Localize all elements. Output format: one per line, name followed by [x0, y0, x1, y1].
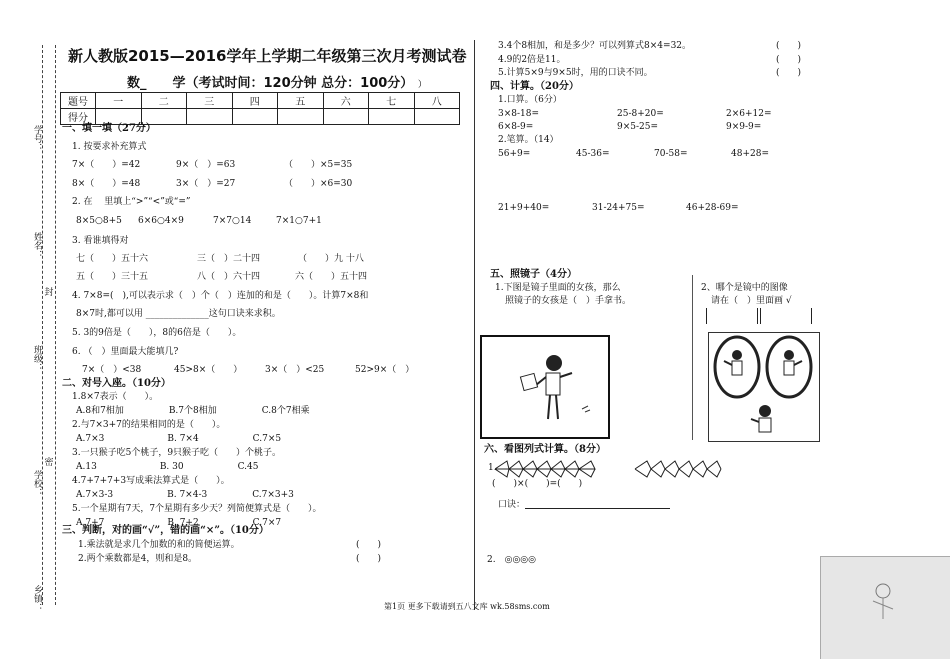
- stars-illustration: [495, 458, 745, 480]
- q6-item: 3×（ ）<25: [265, 365, 325, 375]
- q1-item: 3×（ ）=27: [176, 179, 236, 189]
- question-2: 2. 在 里填上“>”“<”或“=”: [72, 197, 191, 207]
- column-divider: [474, 40, 475, 610]
- score-header-cell: 一: [96, 93, 142, 109]
- judge-bracket[interactable]: ( ): [776, 55, 802, 65]
- oral-calc-label: 1.口算。（6分）: [498, 95, 562, 105]
- binding-label-student-id: 学号：: [32, 125, 42, 152]
- s2-line: 2.与7×3+7的结果相同的是（ ）。: [72, 420, 226, 430]
- subtitle-tail: ）: [417, 80, 427, 90]
- q3-item: （ ）九 十八: [298, 254, 364, 264]
- page-footer: 第1页 更多下载请到五八文库 wk.58sms.com: [384, 602, 550, 611]
- oral-item: 9×5-25=: [617, 122, 659, 132]
- score-header-cell: 二: [141, 93, 187, 109]
- written-item: 46+28-69=: [686, 203, 739, 213]
- score-cell[interactable]: [414, 109, 460, 125]
- judge-bracket[interactable]: ( ): [356, 540, 382, 550]
- section-1-heading: 一、填一填（27分）: [62, 123, 156, 134]
- s2-line: 5.一个星期有7天，7个星期有多少天？列简便算式是（ ）。: [72, 504, 322, 514]
- mirror-answer-bracket-1[interactable]: [706, 308, 758, 324]
- q2-item: 7×7○14: [213, 216, 252, 226]
- written-item: 45-36=: [576, 149, 610, 159]
- q1-item: （ ）×5=35: [284, 160, 353, 170]
- thumbnail-image: [820, 556, 950, 659]
- s5-q1-line-1: 1.下图是镜子里面的女孩，那么: [495, 283, 621, 293]
- score-cell[interactable]: [369, 109, 415, 125]
- q1-item: 8×（ ）=48: [72, 179, 141, 189]
- binding-label-school: 学校：: [32, 470, 42, 497]
- s6-verse-line[interactable]: [525, 508, 670, 509]
- page-subtitle: [127, 72, 427, 91]
- oral-item: 3×8-18=: [498, 109, 540, 119]
- score-cell[interactable]: [232, 109, 278, 125]
- s2-line: 3.一只猴子吃5个桃子，9只猴子吃（ ）个桃子。: [72, 448, 282, 458]
- section-4-heading: 四、计算。（20分）: [490, 81, 579, 92]
- binding-line-outer: [42, 45, 43, 605]
- section-5-heading: 五、照镜子（4分）: [490, 269, 577, 280]
- q3-item: 三（ ）二十四: [197, 254, 261, 264]
- section-2-heading: 二、对号入座。（10分）: [62, 378, 171, 389]
- score-header-cell: 四: [232, 93, 278, 109]
- score-cell[interactable]: [278, 109, 324, 125]
- q3-item: 八（ ）六十四: [197, 272, 261, 282]
- question-4-line-1: 4. 7×8=( ),可以表示求（ ）个（ ）连加的和是（ ）。计算7×8和: [72, 291, 369, 301]
- section-6-heading: 六、看图列式计算。（8分）: [484, 444, 606, 455]
- judge-bracket[interactable]: ( ): [776, 68, 802, 78]
- subtitle-main: 数_ 学（考试时间：120分钟 总分：100分）: [127, 76, 414, 91]
- score-header-cell: 七: [369, 93, 415, 109]
- q1-item: 9×（ ）=63: [176, 160, 236, 170]
- score-header-cell: 三: [187, 93, 233, 109]
- question-3: 3. 看谁填得对: [72, 236, 129, 246]
- written-item: 31-24+75=: [592, 203, 645, 213]
- s3-line: 3.4个8相加，和是多少？可以列算式8×4=32。: [498, 41, 692, 51]
- q3-item: 七（ ）五十六: [76, 254, 149, 264]
- score-header-cell: 六: [323, 93, 369, 109]
- s2-line: A.7×3 B. 7×4 C.7×5: [76, 434, 282, 444]
- q3-item: 六（ ）五十四: [295, 272, 368, 282]
- s3-line: 4.9的2倍是11。: [498, 55, 566, 65]
- s5-q2-line-1: 2、哪个是镜中的图像: [701, 283, 788, 293]
- section-3-heading: 三、判断，对的画“√”，错的画“×”。（10分）: [62, 525, 269, 536]
- oral-item: 6×8-9=: [498, 122, 534, 132]
- score-header-cell: 八: [414, 93, 460, 109]
- thumbnail-sketch: [821, 557, 950, 659]
- girl-with-book-illustration: [482, 337, 608, 437]
- s6-verse-label: 口诀：: [498, 500, 526, 510]
- binding-label-town: 乡镇：: [32, 585, 42, 612]
- s3-line: 2.两个乘数都是4，则和是8。: [78, 554, 198, 564]
- written-item: 21+9+40=: [498, 203, 550, 213]
- score-table-header-row: [61, 93, 460, 109]
- score-table: [60, 92, 460, 125]
- mirror-images-panel: [708, 332, 820, 442]
- q6-item: 52>9×（ ）: [355, 365, 415, 375]
- s6-q1-label: 1.: [488, 463, 497, 473]
- s2-line: A.8和7相加 B.7个8相加 C.8个7相乘: [76, 406, 310, 416]
- question-6: 6. （ ）里面最大能填几?: [72, 347, 179, 357]
- q6-item: 45>8×（ ）: [174, 365, 243, 375]
- s3-line: 1.乘法就是求几个加数的和的简便运算。: [78, 540, 240, 550]
- question-5: 5. 3的9倍是（ ），8的6倍是（ ）。: [72, 328, 242, 338]
- binding-mark-secret: 密: [44, 458, 54, 468]
- q2-item: 6×6○4×9: [138, 216, 184, 226]
- score-row-label: 得分: [61, 109, 96, 125]
- s5-divider: [692, 275, 693, 440]
- s2-line: 1.8×7表示（ ）。: [72, 392, 159, 402]
- s6-q2: 2. ◎◎◎◎: [487, 555, 536, 565]
- judge-bracket[interactable]: ( ): [356, 554, 382, 564]
- s3-line: 5.计算5×9与9×5时，用的口诀不同。: [498, 68, 653, 78]
- q2-item: 8×5○8+5: [76, 216, 122, 226]
- s5-q1-line-2: 照镜子的女孩是（ ）手拿书。: [505, 296, 632, 306]
- written-item: 70-58=: [654, 149, 688, 159]
- s2-line: A.13 B. 30 C.45: [76, 462, 259, 472]
- mirror-images-illustration: [709, 333, 819, 441]
- q3-item: 五（ ）三十五: [76, 272, 149, 282]
- oral-item: 2×6+12=: [726, 109, 772, 119]
- binding-line-inner: [55, 45, 56, 605]
- score-header-cell: 五: [278, 93, 324, 109]
- oral-item: 25-8+20=: [617, 109, 664, 119]
- mirror-girl-frame: [480, 335, 610, 439]
- page-title: 新人教版2015—2016学年上学期二年级第三次月考测试卷: [68, 47, 467, 65]
- s5-q2-line-2: 请在（ ）里面画 √: [711, 296, 792, 306]
- binding-label-class: 班级：: [32, 345, 42, 372]
- q6-item: 7×（ ）<38: [82, 365, 142, 375]
- binding-label-name: 姓名：: [32, 232, 42, 259]
- score-cell[interactable]: [323, 109, 369, 125]
- oral-item: 9×9-9=: [726, 122, 762, 132]
- s2-line: A.7+7 B. 7+2 C.7×7: [76, 518, 282, 528]
- judge-bracket[interactable]: ( ): [776, 41, 802, 51]
- q2-item: 7×1○7+1: [276, 216, 322, 226]
- q1-item: 7×（ ）=42: [72, 160, 141, 170]
- score-cell[interactable]: [187, 109, 233, 125]
- mirror-answer-bracket-2[interactable]: [760, 308, 812, 324]
- question-1: 1. 按要求补充算式: [72, 142, 147, 152]
- question-4-line-2: 8×7时,都可以用 ______________这句口诀来求积。: [76, 309, 281, 319]
- s6-equation-row[interactable]: ( )×( )=( ): [492, 479, 583, 489]
- q1-item: （ ）×6=30: [284, 179, 353, 189]
- s2-line: 4.7+7+7+3写成乘法算式是（ ）。: [72, 476, 230, 486]
- written-item: 56+9=: [498, 149, 531, 159]
- written-item: 48+28=: [731, 149, 769, 159]
- written-calc-label: 2.笔算。（14）: [498, 135, 559, 145]
- s2-line: A.7×3-3 B. 7×4-3 C.7×3+3: [76, 490, 294, 500]
- score-header-cell: 题号: [61, 93, 96, 109]
- binding-mark-seal: 封: [44, 288, 54, 298]
